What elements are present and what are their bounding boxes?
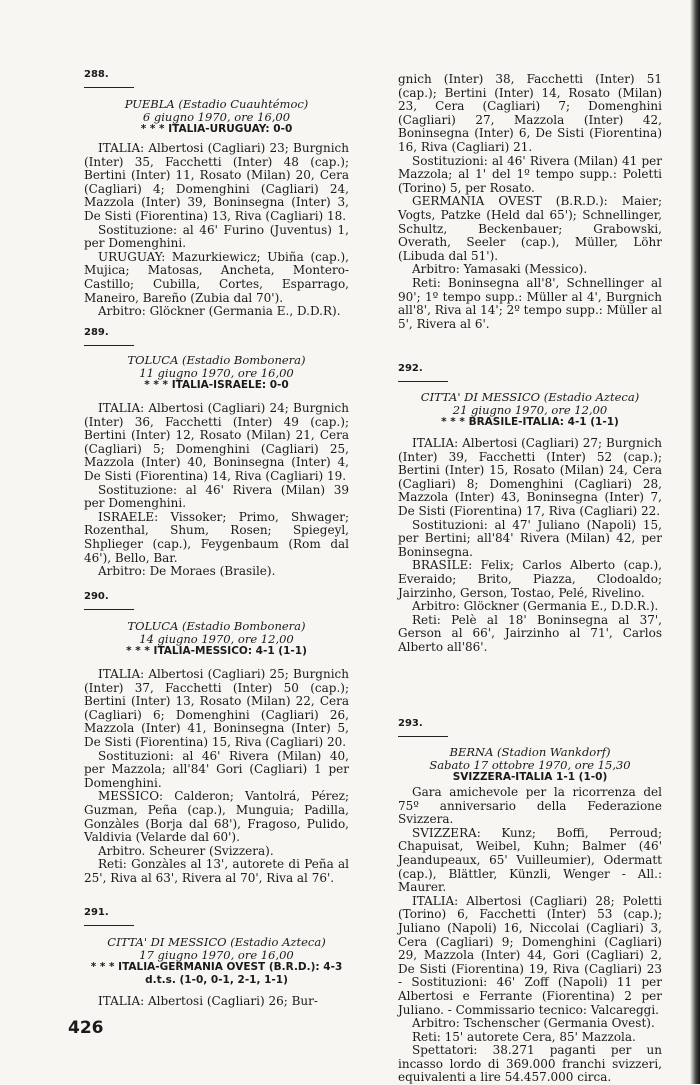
match-date: 14 giugno 1970, ore 12,00 [139,631,294,646]
match-score: * * * ITALIA-MESSICO: 4-1 (1-1) [126,645,307,657]
match-venue: CITTA' DI MESSICO (Estadio Azteca) [107,935,326,949]
match-heading [84,98,349,136]
opponent-lineup-text: GERMANIA OVEST (B.R.D.): Maier; Vogts, Patzke (Held dal 65'); Schnellinger, Schultz, Beckenbauer; Grabowski, Overath, Seeler (cap.), Müller, Löhr (Libuda dal 51'). [398,194,662,263]
page-number: 426 [68,1018,104,1038]
match-score: * * * ITALIA-ISRAELE: 0-0 [144,379,289,391]
goals-text: Reti: 15' autorete Cera, 85' Mazzola. [412,1029,636,1044]
spectators-text: Spettatori: 38.271 paganti per un incasso lordo di 369.000 franchi svizzeri, equivalenti a lire 54.457.000 circa. [398,1043,662,1085]
goals-text: Reti: Pelè al 18' Boninsegna al 37', Gerson al 66', Jairzinho al 71', Carlos Alberto all'86'. [398,612,662,654]
lineup-text: ITALIA: Albertosi (Cagliari) 26; Bur- [98,994,318,1008]
goals-text: Reti: Boninsegna all'8', Schnellinger al 90'; 1º tempo supp.: Müller al 4', Burgnich all'8', Riva al 14'; 2º tempo supp.: Müller al 5', Rivera al 6'. [398,275,662,331]
substitution-text: Sostituzioni: al 46' Rivera (Milan) 41 per Mazzola; al 1' del 1º tempo supp.: Poletti (Torino) 5, per Rosato. [398,153,662,195]
match-number: 290. [84,590,134,610]
match-heading [84,354,349,392]
match-heading [398,391,662,429]
match-number: 292. [398,362,448,382]
match-date: 17 giugno 1970, ore 16,00 [139,947,294,962]
match-score: * * * ITALIA-URUGUAY: 0-0 [140,123,293,135]
opponent-lineup-text: ISRAELE: Vissoker; Primo, Shwager; Rozenthal, Shum, Rosen; Spiegeyl, Shplieger (cap.), Feygenbaum (Rom dal 46'), Bello, Bar. [84,509,349,565]
referee-text: Arbitro: Tschenscher (Germania Ovest). [412,1016,655,1031]
match-date: Sabato 17 ottobre 1970, ore 15,30 [429,757,631,772]
match-heading [84,620,349,658]
match-heading [398,746,662,784]
referee-text: Arbitro. Scheurer (Svizzera). [98,843,274,858]
match-note-text: Gara amichevole per la ricorrenza del 75º anniversario della Federazione Svizzera. [398,785,662,827]
lineup-text: ITALIA: Albertosi (Cagliari) 24; Burgnich (Inter) 36, Facchetti (Inter) 49 (cap.); Bertini (Inter) 12, Rosato (Milan) 21, Cera (Cagliari) 5; Domenghini (Cagliari) 25, Mazzola (Inter) 40, Boninsegna (Inter) 4, De Sisti (Fiorentina) 14, Riva (Cagliari) 19. [84,401,349,483]
match-venue: TOLUCA (Estadio Bombonera) [127,619,306,633]
match-score: * * * BRASILE-ITALIA: 4-1 (1-1) [441,416,619,428]
substitution-text: Sostituzione: al 46' Rivera (Milan) 39 per Domenghini. [84,482,349,511]
match-venue: BERNA (Stadion Wankdorf) [449,745,611,759]
match-number: 291. [84,906,134,926]
match-body [84,995,349,1009]
referee-text: Arbitro: Glöckner (Germania E., D.D.R). [98,304,341,319]
match-continuation [398,73,662,331]
opponent-lineup-text: MESSICO: Calderon; Vantolrá, Pérez; Guzman, Peña (cap.), Munguia; Padilla, Gonzàles (Borja dal 68'), Fragoso, Pulido, Valdivia (Velarde dal 60'). [84,789,349,845]
lineup-text: ITALIA: Albertosi (Cagliari) 27; Burgnich (Inter) 39, Facchetti (Inter) 52 (cap.); Bertini (Inter) 15, Rosato (Milan) 24, Cera (Cagliari) 8; Domenghini (Cagliari) 28, Mazzola (Inter) 43, Boninsegna (Inter) 7, De Sisti (Fiorentina) 17, Riva (Cagliari) 22. [398,436,662,518]
match-body [84,668,349,886]
match-number: 288. [84,68,134,88]
match-number: 293. [398,717,448,737]
match-body [84,402,349,579]
lineup-text: ITALIA: Albertosi (Cagliari) 25; Burgnich (Inter) 37, Facchetti (Inter) 50 (cap.); Bertini (Inter) 13, Rosato (Milan) 22, Cera (Cagliari) 6; Domenghini (Cagliari) 26, Mazzola (Inter) 41, Boninsegna (Inter) 5, De Sisti (Fiorentina) 15, Riva (Cagliari) 20. [84,667,349,749]
match-body [84,142,349,319]
match-venue: PUEBLA (Estadio Cuauhtémoc) [124,97,309,111]
match-body [398,786,662,1085]
match-date: 6 giugno 1970, ore 16,00 [142,109,291,124]
match-date: 11 giugno 1970, ore 16,00 [139,365,294,380]
opponent-lineup-text: URUGUAY: Mazurkiewicz; Ubiña (cap.), Mujica; Matosas, Ancheta, Montero-Castillo; Cubilla, Cortes, Esparrago, Maneiro, Bareño (Zubia dal 70'). [84,249,349,305]
match-body [398,437,662,655]
substitution-text: Sostituzioni: al 46' Rivera (Milan) 40, per Mazzola; all'84' Gori (Cagliari) 1 per Domenghini. [84,748,349,790]
opponent-lineup-text: SVIZZERA: Kunz; Boffi, Perroud; Chapuisat, Weibel, Kuhn; Balmer (46' Jeandupeaux, 65' Vuilleumier), Odermatt (cap.), Blättler, Künzli, Wenger - All.: Maurer. [398,825,662,895]
match-date: 21 giugno 1970, ore 12,00 [452,402,608,417]
match-venue: TOLUCA (Estadio Bombonera) [127,353,306,367]
page-edge-shadow [690,0,700,1084]
opponent-lineup-text: BRASILE: Felix; Carlos Alberto (cap.), Everaido; Brito, Piazza, Clodoaldo; Jairzinho, Gerson, Tostao, Pelé, Rivelino. [398,558,662,600]
match-number: 289. [84,326,134,346]
match-heading [84,936,349,986]
referee-text: Arbitro: De Moraes (Brasile). [98,564,276,579]
lineup-text: ITALIA: Albertosi (Cagliari) 23; Burgnich (Inter) 35, Facchetti (Inter) 48 (cap.); Bertini (Inter) 11, Rosato (Milan) 20, Cera (Cagliari) 4; Domenghini (Cagliari) 24, Mazzola (Inter) 39, Boninsegna (Inter) 3, De Sisti (Fiorentina) 13, Riva (Cagliari) 18. [84,141,349,223]
lineup-continuation: gnich (Inter) 38, Facchetti (Inter) 51 (cap.); Bertini (Inter) 14, Rosato (Milan) 23, Cera (Cagliari) 7; Domenghini (Cagliari) 27, Mazzola (Inter) 42, Boninsegna (Inter) 6, De Sisti (Fiorentina) 16, Riva (Cagliari) 21. [398,72,662,154]
referee-text: Arbitro: Glöckner (Germania E., D.D.R.). [412,599,659,614]
substitution-text: Sostituzione: al 46' Furino (Juventus) 1, per Domenghini. [84,222,349,251]
referee-text: Arbitro: Yamasaki (Messico). [412,262,588,277]
lineup-text: ITALIA: Albertosi (Cagliari) 28; Poletti (Torino) 6, Facchetti (Inter) 53 (cap.); Juliano (Napoli) 16, Niccolai (Cagliari) 3, Cera (Cagliari) 9; Domenghini (Cagliari) 29, Mazzola (Inter) 44, Gori (Cagliari) 2, De Sisti (Fiorentina) 19, Riva (Cagliari) 23 - Sostituzioni: 46' Zoff (Napoli) 11 per Albertosi e Ferrante (Fiorentina) 2 per Juliano. - Commissario tecnico: Valcareggi. [398,893,662,1017]
match-score: * * * ITALIA-GERMANIA OVEST (B.R.D.): 4-3 d.t.s. (1-0, 0-1, 2-1, 1-1) [90,961,343,986]
goals-text: Reti: Gonzàles al 13', autorete di Peña al 25', Riva al 63', Rivera al 70', Riva al 76'. [84,857,349,885]
match-venue: CITTA' DI MESSICO (Estadio Azteca) [420,390,640,404]
match-score: SVIZZERA-ITALIA 1-1 (1-0) [452,771,608,783]
substitution-text: Sostituzioni: al 47' Juliano (Napoli) 15, per Bertini; all'84' Rivera (Milan) 42, per Boninsegna. [398,517,662,559]
